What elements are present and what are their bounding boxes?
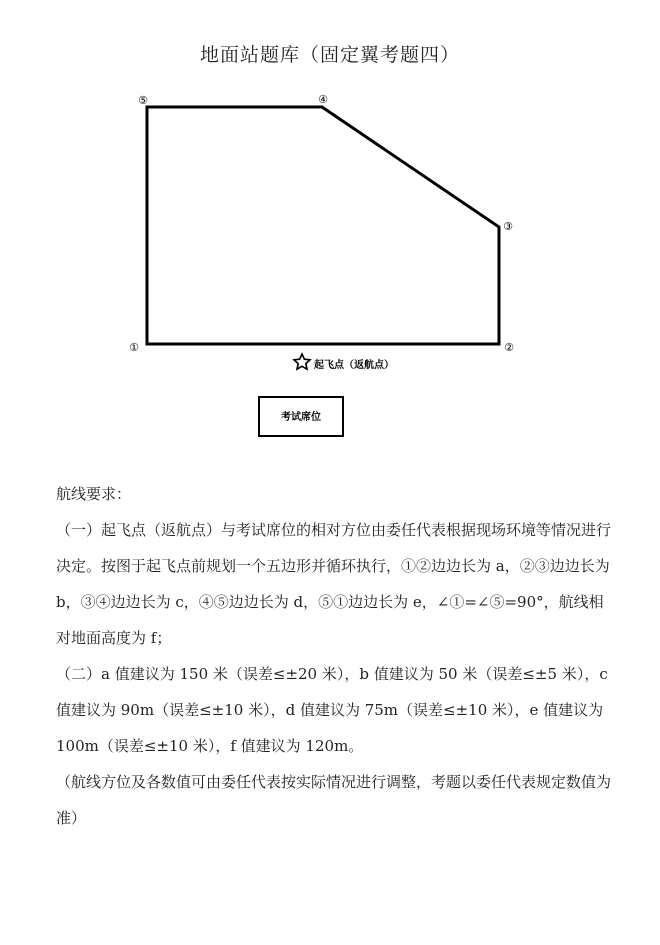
requirement-paragraph-2: （二）a 值建议为 150 米（误差≤±20 米），b 值建议为 50 米（误差≤±5 米），c 值建议为 90m（误差≤±10 米），d 值建议为 75m（误差≤±10 米），e 值建议为 100m（误差≤±10 米），f 值建议为 120m。	[56, 665, 608, 755]
requirement-paragraph-1: （一）起飞点（返航点）与考试席位的相对方位由委任代表根据现场环境等情况进行决定。按图于起飞点前规划一个五边形并循环执行，①②边边长为 a，②③边边长为 b，③④边边长为 c，④⑤边边长为 d，⑤①边边长为 e，∠①=∠⑤=90°，航线相对地面高度为 f；	[56, 521, 612, 647]
exam-seat-label: 考试席位	[281, 412, 321, 423]
route-requirements	[56, 476, 616, 836]
point-label-1: ①	[129, 341, 139, 354]
page-title: 地面站题库（固定翼考题四）	[199, 44, 460, 66]
route-diagram	[0, 0, 660, 470]
point-label-5: ⑤	[138, 94, 148, 107]
start-point-label: 起飞点（返航点）	[314, 360, 394, 371]
point-label-2: ②	[504, 341, 514, 354]
point-label-4: ④	[318, 93, 328, 106]
point-label-3: ③	[503, 220, 513, 233]
requirements-heading: 航线要求：	[56, 485, 132, 503]
requirement-paragraph-3: （航线方位及各数值可由委任代表按实际情况进行调整，考题以委任代表规定数值为准）	[56, 773, 612, 827]
pentagon-route	[147, 107, 499, 344]
star-outline-icon	[294, 354, 310, 369]
